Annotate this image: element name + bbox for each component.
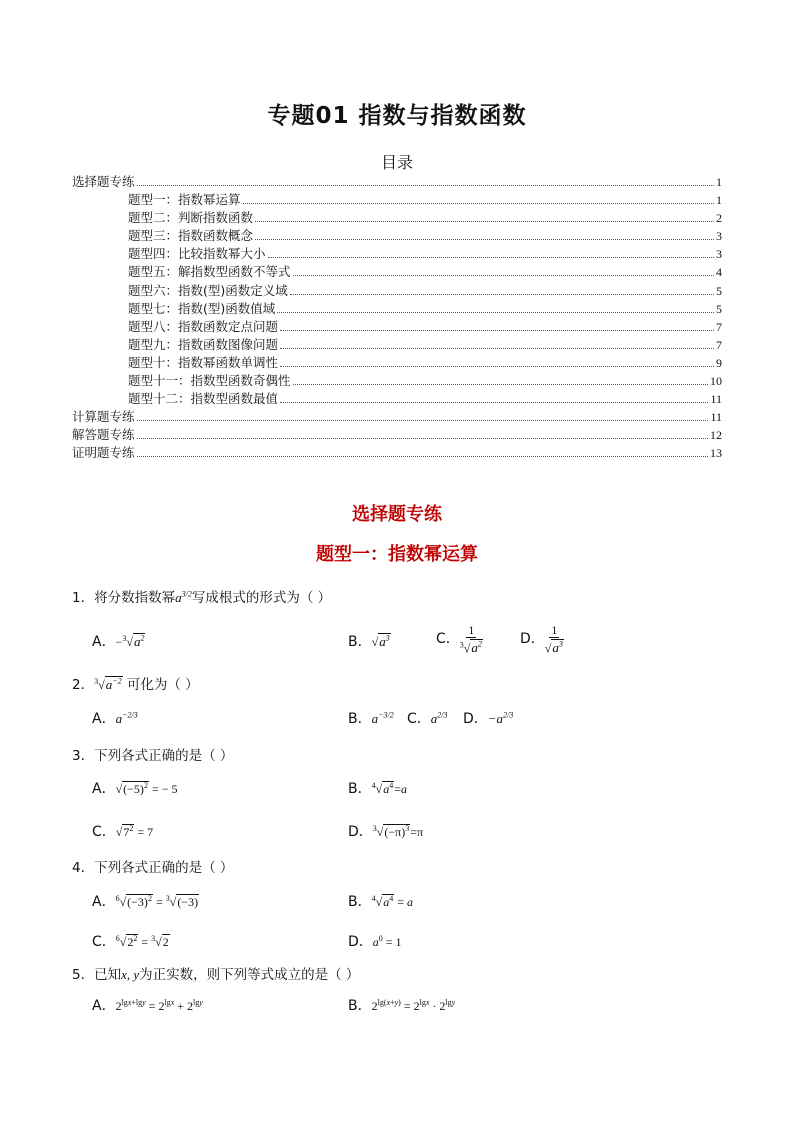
question-2-stem: 2．$^3√a^{-2}$ 可化为（ ） bbox=[72, 676, 199, 693]
toc-entry-page: 1 bbox=[716, 193, 722, 208]
question-1-option-c[interactable]: C． $\frac{1}{^3√a^2}$ bbox=[436, 623, 482, 656]
question-3-option-c[interactable]: C．$√7^2 = 7$ bbox=[92, 824, 154, 840]
toc-entry-label: 题型七：指数(型)函数值域 bbox=[128, 300, 276, 316]
toc-leader-dots bbox=[243, 203, 714, 204]
toc-entry-page: 11 bbox=[710, 410, 722, 425]
toc-entry-label: 选择题专练 bbox=[72, 174, 135, 189]
toc-entry[interactable] bbox=[72, 317, 722, 335]
question-3-option-b[interactable]: B．$^4√a^4=a$ bbox=[348, 781, 407, 797]
question-2-suffix: 可化为（ ） bbox=[126, 677, 199, 693]
question-1-option-d[interactable]: D． $\frac{1}{√a^3}$ bbox=[520, 623, 563, 656]
toc-entry-page: 11 bbox=[710, 392, 722, 407]
section-title: 选择题专练 bbox=[352, 504, 442, 525]
question-1-suffix: 写成根式的形式为（ ） bbox=[191, 590, 332, 606]
question-4-option-b[interactable]: B．$^4√a^4 = a$ bbox=[348, 894, 413, 910]
toc-entry[interactable] bbox=[72, 335, 722, 353]
question-4-stem: 4．下列各式正确的是（ ） bbox=[72, 860, 234, 876]
toc-entry-page: 3 bbox=[716, 229, 722, 244]
toc-leader-dots bbox=[255, 221, 714, 222]
question-2-option-b[interactable]: B．$a^{-3/2}$ bbox=[348, 710, 394, 727]
question-1-option-b[interactable]: B．$√a^3$ bbox=[348, 633, 390, 650]
option-a-label: A． bbox=[92, 998, 116, 1014]
toc-entry-label: 题型六：指数(型)函数定义域 bbox=[128, 282, 288, 298]
toc-entry-page: 7 bbox=[716, 319, 722, 334]
option-a-label: A． bbox=[92, 894, 116, 910]
question-5-suffix: 为正实数，则下列等式成立的是（ ） bbox=[139, 967, 360, 983]
toc-heading: 目录 bbox=[380, 153, 413, 172]
toc-entry[interactable] bbox=[72, 407, 722, 425]
toc-entry-label: 题型五：解指数型函数不等式 bbox=[128, 264, 291, 280]
question-4-option-d[interactable]: D．$a^0 = 1$ bbox=[348, 934, 402, 950]
toc-leader-dots bbox=[137, 185, 714, 186]
question-2-option-a[interactable]: A．$a^{-2/3}$ bbox=[92, 710, 138, 727]
question-5-option-a[interactable]: A．$2^{lgx+lgy} = 2^{lgx} + 2^{lgy}$ bbox=[92, 998, 203, 1014]
option-c-label: C． bbox=[407, 711, 431, 727]
option-b-label: B． bbox=[348, 634, 372, 650]
toc-entry-label: 题型一：指数幂运算 bbox=[128, 192, 241, 208]
question-2-option-d[interactable]: D．$-a^{2/3}$ bbox=[463, 710, 514, 727]
option-c-label: C． bbox=[436, 631, 460, 648]
toc-entry[interactable] bbox=[72, 172, 722, 190]
toc-entry-page: 12 bbox=[710, 428, 722, 443]
toc-entry-label: 题型十一：指数型函数奇偶性 bbox=[128, 373, 291, 389]
toc-leader-dots bbox=[280, 366, 714, 367]
toc-entry[interactable] bbox=[72, 371, 722, 389]
toc-leader-dots bbox=[290, 294, 714, 295]
question-3-option-d[interactable]: D．$^3√(-\pi)^3=\pi$ bbox=[348, 824, 424, 840]
table-of-contents bbox=[72, 172, 722, 462]
toc-entry-label: 证明题专练 bbox=[72, 445, 135, 461]
toc-leader-dots bbox=[137, 420, 709, 421]
toc-entry[interactable] bbox=[72, 389, 722, 407]
option-b-label: B． bbox=[348, 781, 372, 797]
toc-entry[interactable] bbox=[72, 281, 722, 299]
question-5-prefix: 5．已知 bbox=[72, 967, 122, 983]
toc-entry-label: 题型九：指数函数图像问题 bbox=[128, 336, 279, 352]
toc-entry-page: 2 bbox=[716, 211, 722, 226]
toc-entry[interactable] bbox=[72, 299, 722, 317]
toc-entry-page: 9 bbox=[716, 355, 722, 370]
toc-entry[interactable] bbox=[72, 208, 722, 226]
toc-leader-dots bbox=[255, 239, 714, 240]
toc-entry-page: 10 bbox=[710, 374, 722, 389]
toc-entry-label: 题型二：判断指数函数 bbox=[128, 210, 254, 226]
toc-entry-label: 题型四：比较指数幂大小 bbox=[128, 246, 266, 262]
question-1-option-a[interactable]: A．$-^3√a^2$ bbox=[92, 633, 145, 650]
document-title: 专题01 指数与指数函数 bbox=[267, 103, 527, 129]
toc-entry-page: 5 bbox=[716, 283, 722, 298]
question-1-stem bbox=[72, 586, 331, 606]
option-b-label: B． bbox=[348, 711, 372, 727]
toc-entry-page: 3 bbox=[716, 247, 722, 262]
toc-leader-dots bbox=[293, 275, 714, 276]
option-b-label: B． bbox=[348, 998, 372, 1014]
question-1-expr: $a^{3/2}$ bbox=[175, 589, 192, 605]
toc-entry[interactable] bbox=[72, 244, 722, 262]
question-5-option-b[interactable]: B．$2^{lg(x+y)} = 2^{lgx} \cdot 2^{lgy}$ bbox=[348, 998, 456, 1014]
option-c-label: C． bbox=[92, 934, 116, 950]
question-5-stem bbox=[72, 963, 359, 983]
toc-entry-page: 4 bbox=[716, 265, 722, 280]
question-2-option-c[interactable]: C．$a^{2/3}$ bbox=[407, 710, 448, 727]
option-c-label: C． bbox=[92, 824, 116, 840]
question-3-option-a[interactable]: A．$√(-5)^2$ = − 5 bbox=[92, 781, 178, 797]
toc-leader-dots bbox=[137, 438, 708, 439]
toc-entry-label: 题型十：指数幂函数单调性 bbox=[128, 354, 279, 370]
toc-entry[interactable] bbox=[72, 425, 722, 443]
toc-entry-label: 题型三：指数函数概念 bbox=[128, 228, 254, 244]
toc-entry[interactable] bbox=[72, 443, 722, 461]
toc-entry-page: 5 bbox=[716, 301, 722, 316]
toc-entry-label: 题型十二：指数型函数最值 bbox=[128, 391, 279, 407]
toc-entry[interactable] bbox=[72, 226, 722, 244]
question-1-prefix: 1．将分数指数幂 bbox=[72, 590, 176, 606]
toc-entry-page: 7 bbox=[716, 337, 722, 352]
option-d-label: D． bbox=[348, 934, 373, 950]
toc-entry-label: 解答题专练 bbox=[72, 427, 135, 443]
question-3-stem: 3．下列各式正确的是（ ） bbox=[72, 748, 234, 764]
subsection-title: 题型一：指数幂运算 bbox=[316, 544, 478, 565]
question-4-option-a[interactable]: A．$^6√(-3)^2 = ^3√(-3)$ bbox=[92, 894, 199, 910]
toc-entry[interactable] bbox=[72, 190, 722, 208]
toc-entry[interactable] bbox=[72, 353, 722, 371]
question-4-option-c[interactable]: C．$^6√2^2 = ^3√2$ bbox=[92, 934, 169, 950]
toc-leader-dots bbox=[280, 402, 708, 403]
toc-entry-page: 1 bbox=[716, 175, 722, 189]
toc-leader-dots bbox=[280, 330, 714, 331]
option-a-label: A． bbox=[92, 711, 116, 727]
option-a-label: A． bbox=[92, 634, 116, 650]
option-a-label: A． bbox=[92, 781, 116, 797]
question-5-vars: x, y bbox=[121, 967, 140, 982]
toc-leader-dots bbox=[280, 348, 714, 349]
toc-leader-dots bbox=[277, 312, 714, 313]
option-d-label: D． bbox=[348, 824, 373, 840]
toc-entry[interactable] bbox=[72, 262, 722, 280]
toc-entry-label: 计算题专练 bbox=[72, 409, 135, 425]
option-b-label: B． bbox=[348, 894, 372, 910]
toc-leader-dots bbox=[137, 456, 708, 457]
option-d-label: D． bbox=[463, 711, 488, 727]
toc-leader-dots bbox=[293, 384, 708, 385]
toc-leader-dots bbox=[268, 257, 714, 258]
toc-entry-page: 13 bbox=[710, 446, 722, 461]
option-d-label: D． bbox=[520, 631, 545, 648]
toc-entry-label: 题型八：指数函数定点问题 bbox=[128, 318, 279, 334]
